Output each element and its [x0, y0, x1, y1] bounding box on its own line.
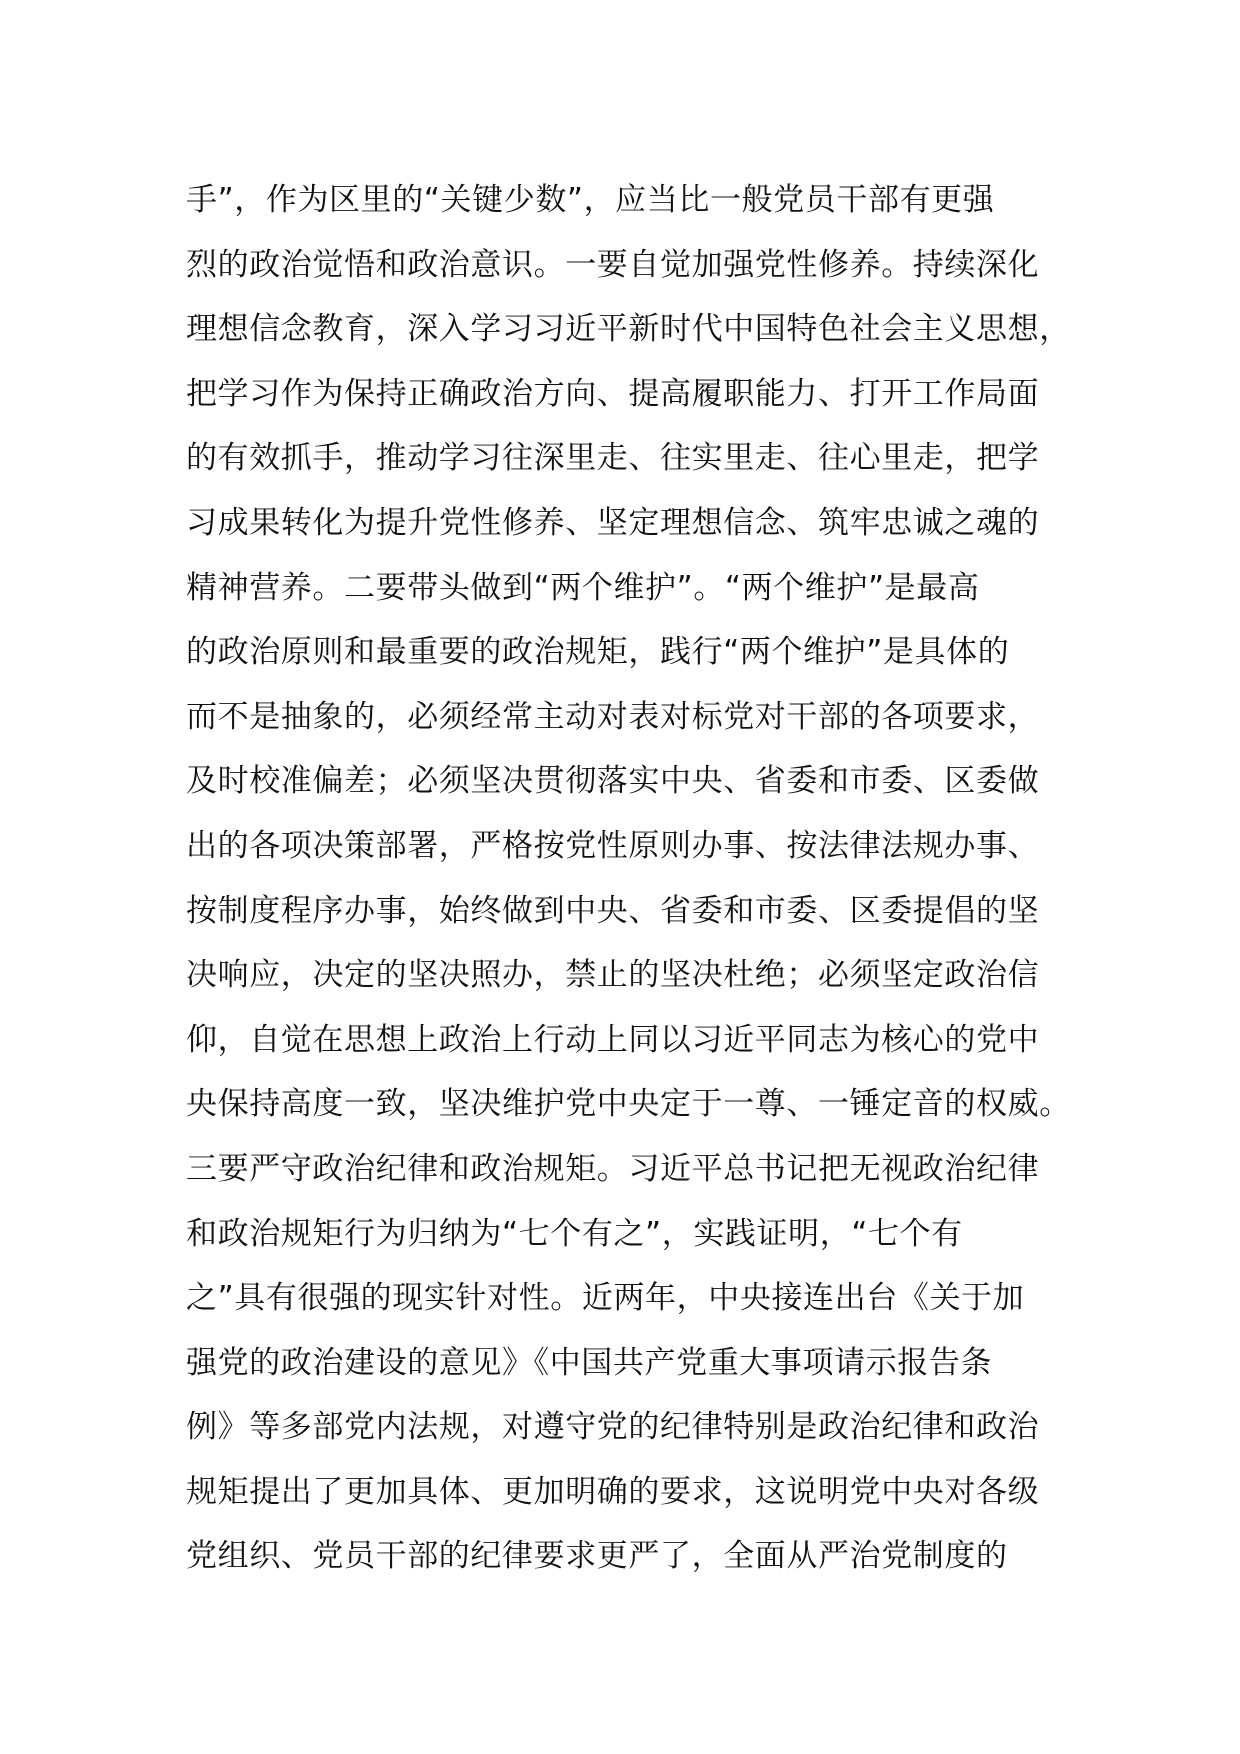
text-line: 仰，自觉在思想上政治上行动上同以习近平同志为核心的党中 — [186, 1021, 1040, 1058]
text-line: 精神营养。二要带头做到“两个维护”。“两个维护”是最高 — [186, 569, 980, 606]
text-line: 的有效抓手，推动学习往深里走、往实里走、往心里走，把学 — [186, 440, 1040, 477]
text-line: 决响应，决定的坚决照办，禁止的坚决杜绝；必须坚定政治信 — [186, 957, 1040, 994]
text-line: 出的各项决策部署，严格按党性原则办事、按法律法规办事、 — [186, 827, 1040, 864]
text-line: 而不是抽象的，必须经常主动对表对标党对干部的各项要求， — [186, 698, 1040, 735]
text-line: 按制度程序办事，始终做到中央、省委和市委、区委提倡的坚 — [186, 892, 1040, 929]
text-line: 央保持高度一致，坚决维护党中央定于一尊、一锤定音的权威。 — [186, 1086, 1071, 1123]
text-line: 三要严守政治纪律和政治规矩。习近平总书记把无视政治纪律 — [186, 1150, 1040, 1187]
text-line: 理想信念教育，深入学习习近平新时代中国特色社会主义思想， — [186, 311, 1071, 348]
text-line: 和政治规矩行为归纳为“七个有之”，实践证明，“七个有 — [186, 1215, 963, 1252]
text-line: 强党的政治建设的意见》《中国共产党重大事项请示报告条 — [186, 1344, 993, 1381]
text-line: 的政治原则和最重要的政治规矩，践行“两个维护”是具体的 — [186, 634, 1010, 671]
text-line: 党组织、党员干部的纪律要求更严了，全面从严治党制度的 — [186, 1538, 1008, 1575]
text-line: 之”具有很强的现实针对性。近两年，中央接连出台《关于加 — [186, 1280, 1025, 1317]
text-line: 把学习作为保持正确政治方向、提高履职能力、打开工作局面 — [186, 375, 1040, 412]
text-line: 及时校准偏差；必须坚决贯彻落实中央、省委和市委、区委做 — [186, 763, 1040, 800]
text-line: 烈的政治觉悟和政治意识。一要自觉加强党性修养。持续深化 — [186, 246, 1040, 283]
text-line: 例》等多部党内法规，对遵守党的纪律特别是政治纪律和政治 — [186, 1409, 1040, 1446]
text-line: 手”，作为区里的“关键少数”，应当比一般党员干部有更强 — [186, 182, 995, 218]
body-text — [186, 168, 1086, 1589]
text-line: 习成果转化为提升党性修养、坚定理想信念、筑牢忠诚之魂的 — [186, 504, 1040, 541]
text-line: 规矩提出了更加具体、更加明确的要求，这说明党中央对各级 — [186, 1473, 1040, 1510]
